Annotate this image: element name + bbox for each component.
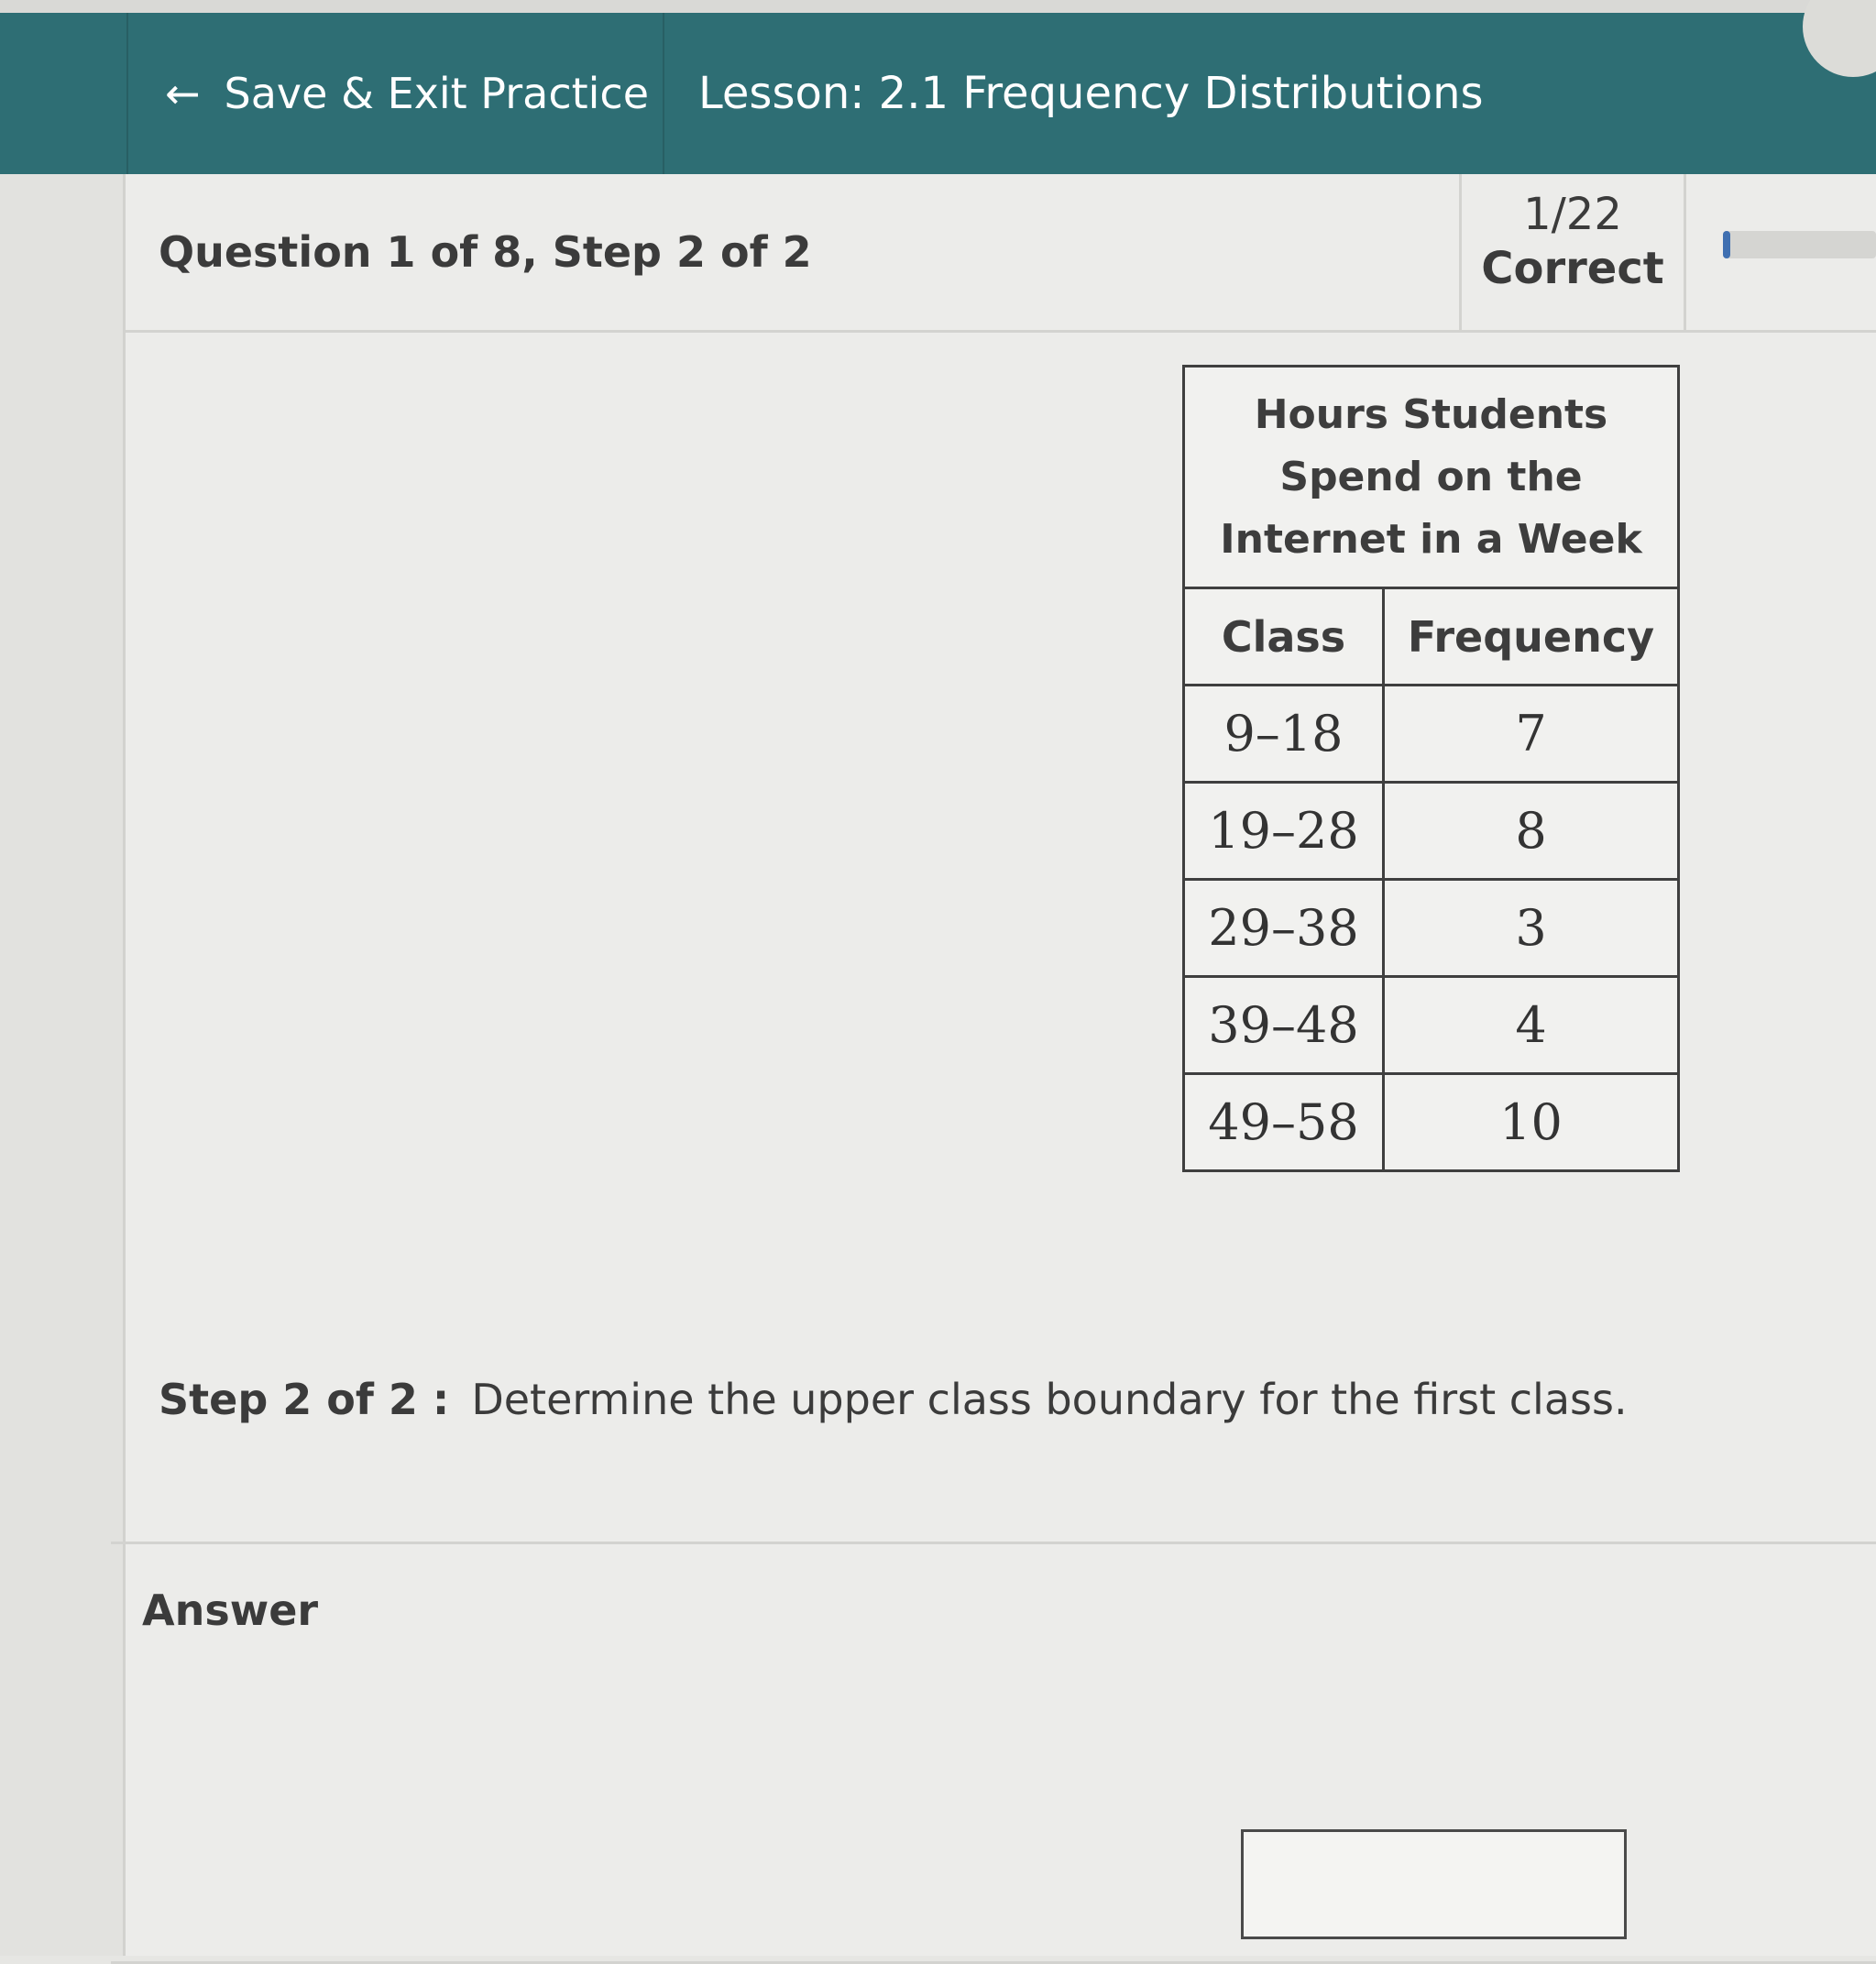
answer-input[interactable] xyxy=(1241,1829,1627,1939)
frequency-cell: 3 xyxy=(1384,880,1679,977)
class-cell: 19–28 xyxy=(1184,783,1384,880)
corner-decoration xyxy=(1803,0,1876,77)
save-exit-label: Save & Exit Practice xyxy=(224,69,650,118)
section-divider xyxy=(111,1542,1876,1544)
column-header-class: Class xyxy=(1184,588,1384,686)
window-top-edge xyxy=(0,0,1876,13)
table-row xyxy=(1184,783,1679,880)
save-exit-button[interactable] xyxy=(128,13,664,174)
progress-bar xyxy=(1723,231,1876,258)
frequency-cell: 8 xyxy=(1384,783,1679,880)
class-cell: 9–18 xyxy=(1184,686,1384,783)
table-title-row xyxy=(1184,367,1679,588)
lesson-title: Lesson: 2.1 Frequency Distributions xyxy=(698,68,1484,119)
table-header-row xyxy=(1184,588,1679,686)
column-header-frequency: Frequency xyxy=(1384,588,1679,686)
topbar-menu-cell xyxy=(0,13,128,174)
table-row xyxy=(1184,1074,1679,1171)
question-header xyxy=(126,174,1876,333)
top-navigation-bar xyxy=(0,13,1876,174)
arrow-left-icon: ← xyxy=(165,69,201,118)
score-correct-label: Correct xyxy=(1481,243,1664,294)
class-cell: 49–58 xyxy=(1184,1074,1384,1171)
score-summary xyxy=(1459,174,1686,330)
step-label: Step 2 of 2 : xyxy=(159,1375,450,1424)
table-row xyxy=(1184,977,1679,1074)
score-fraction: 1/22 xyxy=(1523,189,1622,240)
table-title: Hours Students Spend on the Internet in a Week xyxy=(1184,367,1679,588)
table-row xyxy=(1184,880,1679,977)
question-panel xyxy=(126,174,1876,1956)
answer-label: Answer xyxy=(142,1585,319,1635)
frequency-cell: 7 xyxy=(1384,686,1679,783)
question-step-label: Question 1 of 8, Step 2 of 2 xyxy=(159,227,812,277)
table-row xyxy=(1184,686,1679,783)
frequency-table xyxy=(1182,365,1680,1172)
class-cell: 29–38 xyxy=(1184,880,1384,977)
progress-bar-fill xyxy=(1723,231,1730,258)
step-prompt: Determine the upper class boundary for the first class. xyxy=(471,1375,1628,1424)
class-cell: 39–48 xyxy=(1184,977,1384,1074)
frequency-cell: 4 xyxy=(1384,977,1679,1074)
frequency-cell: 10 xyxy=(1384,1074,1679,1171)
step-instruction xyxy=(159,1375,1628,1424)
left-gutter xyxy=(0,174,126,1956)
